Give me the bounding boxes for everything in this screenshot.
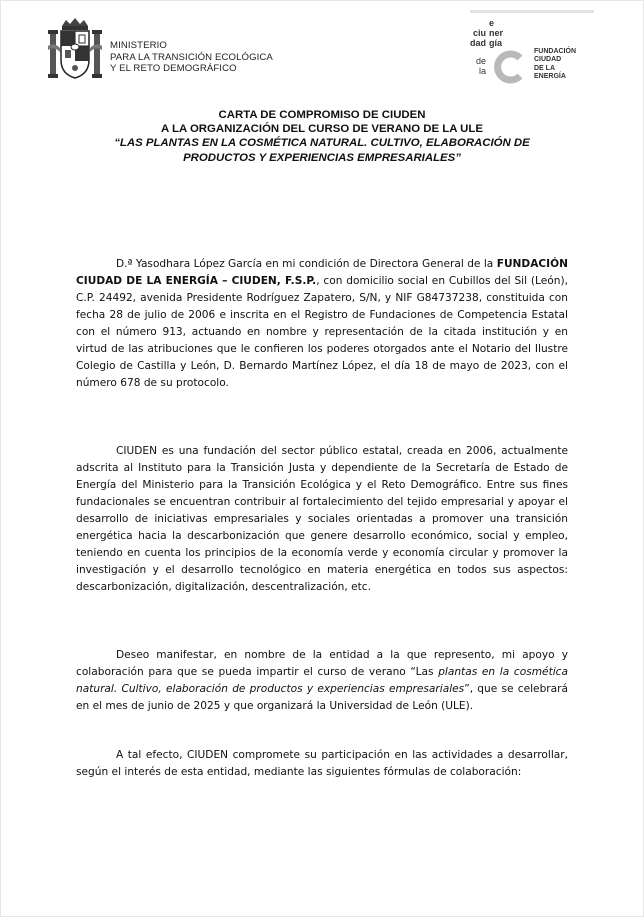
- ministry-line1: MINISTERIO: [110, 40, 167, 51]
- document-title: [60, 108, 584, 165]
- foundation-mark-icon: [492, 50, 526, 84]
- foundation-logo: [462, 10, 622, 90]
- p1-entity: FUNDACIÓN CIUDAD DE LA ENERGÍA – CIUDEN, F.S.P.: [76, 258, 568, 287]
- p1-rest: , con domicilio social en Cubillos del Sil (León), C.P. 24492, avenida Presidente Rodríguez Zapatero, S/N, y NIF G84737238, constituida con fecha 28 de julio de 2006 e inscrita en el Registro de Fundaciones de Competencia Estatal con el número 913, actuando en nombre y representación de la citada institución y en virtud de las atribuciones que le confieren los poderes otorgados ante el Notario del Ilustre Colegio de Castilla y León, D. Bernardo Martínez López, el día 18 de mayo de 2023, con el número 678 de su protocolo.: [76, 275, 568, 389]
- title-line3: “LAS PLANTAS EN LA COSMÉTICA NATURAL. CULTIVO, ELABORACIÓN DE: [114, 137, 530, 150]
- paragraph-commitment: [76, 747, 568, 781]
- paragraph-ciuden: [76, 443, 568, 596]
- logo-ciu: ciu: [472, 28, 486, 38]
- p1-intro: D.ª Yasodhara López García en mi condición de Directora General de la: [116, 258, 497, 270]
- ministry-line2: PARA LA TRANSICIÓN ECOLÓGICA: [110, 51, 273, 63]
- p4-text: A tal efecto, CIUDEN compromete su participación en las actividades a desarrollar, según el interés de esta entidad, mediante las siguientes fórmulas de colaboración:: [76, 749, 568, 778]
- ministry-line3: Y EL RETO DEMOGRÁFICO: [110, 63, 237, 74]
- p3-course: plantas en la cosmética natural. Cultivo, elaboración de productos y experiencias empresariales: [76, 666, 568, 695]
- title-line1: CARTA DE COMPROMISO DE CIUDEN: [218, 109, 426, 121]
- logo-ner: ner: [489, 28, 504, 38]
- foundation-name-line2: CIUDAD: [534, 56, 562, 64]
- coat-of-arms-icon: [46, 16, 104, 86]
- ministry-name: [110, 40, 273, 75]
- foundation-name-line4: ENERGÍA: [534, 73, 566, 81]
- paragraph-signatory: [76, 256, 568, 392]
- logo-top-rule: [470, 10, 594, 13]
- foundation-name: [534, 48, 576, 82]
- ministry-header: [46, 16, 286, 86]
- logo-de: de: [475, 56, 486, 66]
- p2-text: CIUDEN es una fundación del sector público estatal, creada en 2006, actualmente adscrita al Instituto para la Transición Justa y dependiente de la Secretaría de Estado de Energía del Ministerio para la Transición Ecológica y el Reto Demográfico. Entre sus fines fundacionales se encuentran contribuir al fortalecimiento del tejido empresarial y apoyar el desarrollo de iniciativas empresariales y sociales orientadas a promover una transición energética hacia la descarbonización que genere desarrollo económico, social y empleo, teniendo en cuenta los principios de la economía verde y economía circular y promover la investigación y el desarrollo tecnológico en materia energética en todos sus aspectos: descarbonización, digitalización, descentralización, etc.: [76, 445, 568, 593]
- p3-rest: ”, que se celebrará en el mes de junio de 2025 y que organizará la Universidad de León (ULE).: [76, 683, 568, 712]
- p3-intro: Deseo manifestar, en nombre de la entidad a la que represento, mi apoyo y colaboración para que se pueda impartir el curso de verano “Las: [76, 649, 568, 678]
- logo-e: e: [489, 18, 495, 28]
- title-line4: PRODUCTOS Y EXPERIENCIAS EMPRESARIALES”: [183, 151, 461, 164]
- logo-dad: dad: [469, 38, 486, 48]
- logo-la: la: [478, 66, 486, 76]
- title-line2: A LA ORGANIZACIÓN DEL CURSO DE VERANO DE LA ULE: [161, 123, 483, 136]
- foundation-name-line3: DE LA: [534, 64, 555, 72]
- paragraph-support: [76, 647, 568, 715]
- logo-gia: gía: [489, 38, 503, 48]
- foundation-name-line1: FUNDACIÓN: [534, 48, 576, 55]
